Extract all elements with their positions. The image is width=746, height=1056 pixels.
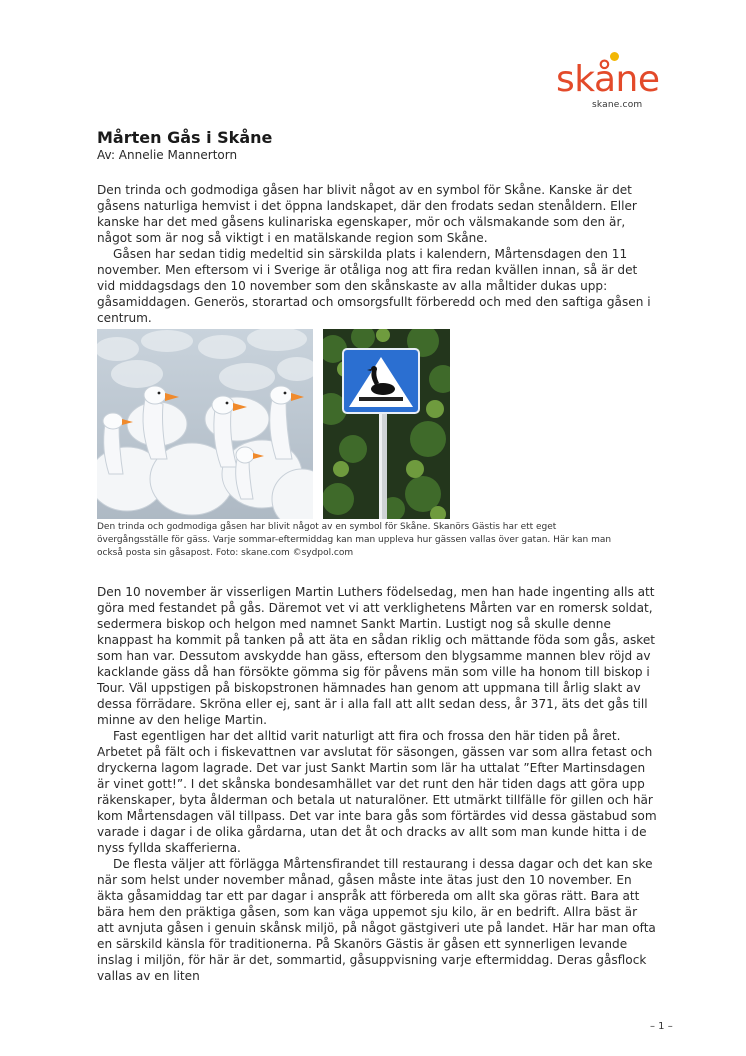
paragraph: Den trinda och godmodiga gåsen har blivit något av en symbol för Skåne. Kanske är det gåsens naturliga hemvist i det öppna landskapet, där den frodats sedan stenåldern. Eller kanske har det med gåsens kulinariska egenskaper, mör och välsmakande som den är, något som är nog så viktigt i en matälskande region som Skåne. (97, 183, 637, 245)
intro-text (97, 182, 657, 326)
paragraph: Den 10 november är visserligen Martin Luthers födelsedag, men han hade ingenting alls att göra med festandet på gås. Däremot vet vi att verklighetens Mårten var en romersk soldat, sedermera biskop och helgon med namnet Sankt Martin. Lustigt nog så skulle denne knappast ha kommit på tanken på att äta en sådan riklig och mättande föda som gås, asket som han var. Dessutom avskydde han gäss, eftersom den blygsamme mannen blev röjd av kacklande gäss då han försökte gömma sig för påvens män som ville ha honom till biskop i Tour. Väl uppstigen på biskopstronen hämnades han genom att uppmana till årlig slakt av dessa förrädare. Skröna eller ej, sant är i alla fall att allt sedan dess, år 371, äts det gås till minne av den helige Martin. (97, 585, 656, 727)
skane-logo (556, 52, 678, 112)
article-author: Av: Annelie Mannertorn (97, 148, 238, 162)
goose-crossing-sign-photo (323, 329, 450, 519)
paragraph: De flesta väljer att förlägga Mårtensfirandet till restaurang i dessa dagar och det kan ske när som helst under november månad, gåsen måste inte ätas just den 10 november. En äkta gåsamiddag tar ett par dagar i anspråk att förbereda om allt ska göras rätt. Bara att bära hem den präktiga gåsen, som kan väga uppemot sju kilo, är en bedrift. Allra bäst är att avnjuta gåsen i genuin skånsk miljö, på något gästgiveri ute på landet. Här har man ofta en särskild känsla för traditionerna. På Skanörs Gästis är gåsen ett synnerligen levande inslag i miljön, för här är det, sommartid, gåsuppvisning varje eftermiddag. Deras gåsflock vallas av en liten (97, 857, 656, 983)
page-number: – 1 – (650, 1021, 673, 1032)
paragraph: Fast egentligen har det alltid varit naturligt att fira och frossa den här tiden på året. Arbetet på fält och i fiskevattnen var avslutat för säsongen, gässen var som allra fetast och dryckerna lagom lagrade. Det var just Sankt Martin som lär ha uttalat ”Efter Martinsdagen är vinet gott!”. I det skånska bondesamhället var det runt den här tiden dags att göra upp räkenskaper, byta ålderman och betala ut naturalöner. Ett utmärkt tillfälle för gillen och här kom Mårtensdagen väl tillpass. Det var inte bara gås som förtärdes vid dessa gästabud som varade i dagar i de olika gårdarna, utan det åt och dracks av allt som man kunde hitta i de nyss fyllda skafferierna. (97, 729, 657, 855)
logo-wordmark: skåne (556, 59, 660, 100)
body-text (97, 584, 657, 984)
paragraph: Gåsen har sedan tidig medeltid sin särskilda plats i kalendern, Mårtensdagen den 11 november. Men eftersom vi i Sverige är otåliga nog att fira redan kvällen innan, så är det vid middagsdags den 10 november som den skånskaste av alla måltider dukas upp: gåsamiddagen. Generös, storartad och omsorgsfullt förberedd och med den saftiga gåsen i centrum. (97, 247, 651, 325)
article-title: Mårten Gås i Skåne (97, 128, 273, 147)
photo-caption: Den trinda och godmodiga gåsen har blivit något av en symbol för Skåne. Skanörs Gästis har ett eget övergångsställe för gäss. Varje sommar-eftermiddag kan man uppleva hur gässen vallas över gatan. Här kan man också posta sin gåsapost. Foto: skane.com ©sydpol.com (97, 522, 612, 558)
logo-url: skane.com (592, 100, 643, 110)
geese-flock-photo (97, 329, 313, 519)
